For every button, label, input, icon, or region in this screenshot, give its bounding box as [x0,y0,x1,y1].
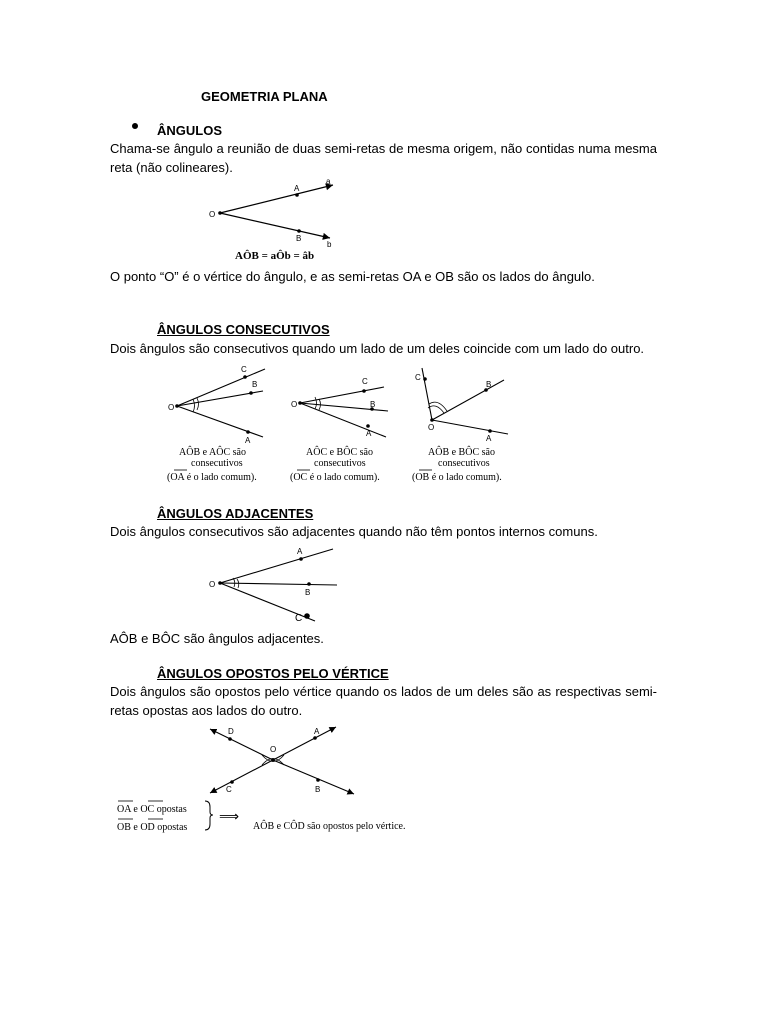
label-ray-a: a [326,177,331,186]
ray-ob [220,213,330,238]
svg-text:consecutivos: consecutivos [191,458,243,469]
svg-text:O: O [270,745,277,754]
svg-text:A: A [245,436,251,445]
svg-text:B: B [315,785,321,794]
vertex-point [218,211,222,215]
svg-text:B: B [305,588,311,597]
label-o: O [209,210,216,219]
svg-text:A: A [297,547,303,556]
svg-text:(OB é o lado comum).: (OB é o lado comum). [412,472,502,483]
implies-arrow-icon: ⟹ [219,808,240,824]
angle-formula: AÔB = aÔb = âb [235,250,315,262]
svg-text:C: C [241,365,247,374]
brace-icon [205,801,213,830]
bullet-icon [132,123,138,129]
svg-text:(OC é o lado comum).: (OC é o lado comum). [290,472,380,483]
point-b [297,229,301,233]
paragraph-vertex: O ponto “O” é o vértice do ângulo, e as semi-retas OA e OB são os lados do ângulo. [110,269,595,284]
angle-figure [205,175,355,265]
svg-text:B: B [252,380,258,389]
svg-text:D: D [228,727,234,736]
opposite-relations [113,798,433,838]
svg-text:consecutivos: consecutivos [438,458,490,469]
svg-text:C: C [415,373,421,382]
svg-text:consecutivos: consecutivos [314,458,366,469]
svg-text:C: C [295,613,303,624]
consecutive-figure-3 [412,362,534,484]
adjacent-figure [205,543,345,625]
paragraph-angle-definition: Chama-se ângulo a reunião de duas semi-retas de mesma origem, não contidas numa mesma reta (não colineares). [110,141,657,175]
svg-text:B: B [486,380,492,389]
svg-text:A: A [366,429,372,438]
page-title: GEOMETRIA PLANA [201,89,328,104]
svg-text:AÔC e BÔC são: AÔC e BÔC são [306,447,373,458]
section-heading-consecutivos: ÂNGULOS CONSECUTIVOS [157,322,330,337]
ray-oa [220,185,333,213]
relation-oa-oc: OA e OC opostas [117,804,187,815]
opposite-angles-figure [200,722,360,797]
relation-ob-od: OB e OD opostas [117,822,188,833]
label-b: B [296,234,302,243]
svg-text:(OA é o lado comum).: (OA é o lado comum). [167,472,257,483]
svg-text:A: A [486,434,492,443]
svg-text:C: C [226,785,232,794]
svg-text:O: O [291,400,298,409]
svg-text:C: C [362,377,368,386]
svg-text:B: B [370,400,376,409]
svg-text:O: O [428,423,435,432]
svg-text:AÔB e AÔC são: AÔB e AÔC são [179,447,246,458]
svg-text:AÔB e BÔC são: AÔB e BÔC são [428,447,495,458]
paragraph-consecutivos: Dois ângulos são consecutivos quando um lado de um deles coincide com um lado do outro. [110,341,645,356]
consecutive-figure-1 [165,362,285,484]
section-heading-adjacentes: ÂNGULOS ADJACENTES [157,506,314,521]
point-a [295,193,299,197]
section-heading-angulos: ÂNGULOS [157,123,222,138]
section-heading-opostos: ÂNGULOS OPOSTOS PELO VÉRTICE [157,666,389,681]
paragraph-adjacent-example: AÔB e BÔC são ângulos adjacentes. [110,631,324,646]
paragraph-adjacentes: Dois ângulos consecutivos são adjacentes quando não têm pontos internos comuns. [110,524,598,539]
svg-text:A: A [314,727,320,736]
paragraph-opostos: Dois ângulos são opostos pelo vértice quando os lados de um deles são as respectivas semi-retas opostas aos lados do outro. [110,684,657,718]
label-a: A [294,184,300,193]
conclusion-text: AÔB e CÔD são opostos pelo vértice. [253,821,406,832]
consecutive-figure-2 [288,362,410,484]
svg-text:O: O [209,580,216,589]
label-ray-b: b [327,240,332,249]
svg-text:O: O [168,403,175,412]
